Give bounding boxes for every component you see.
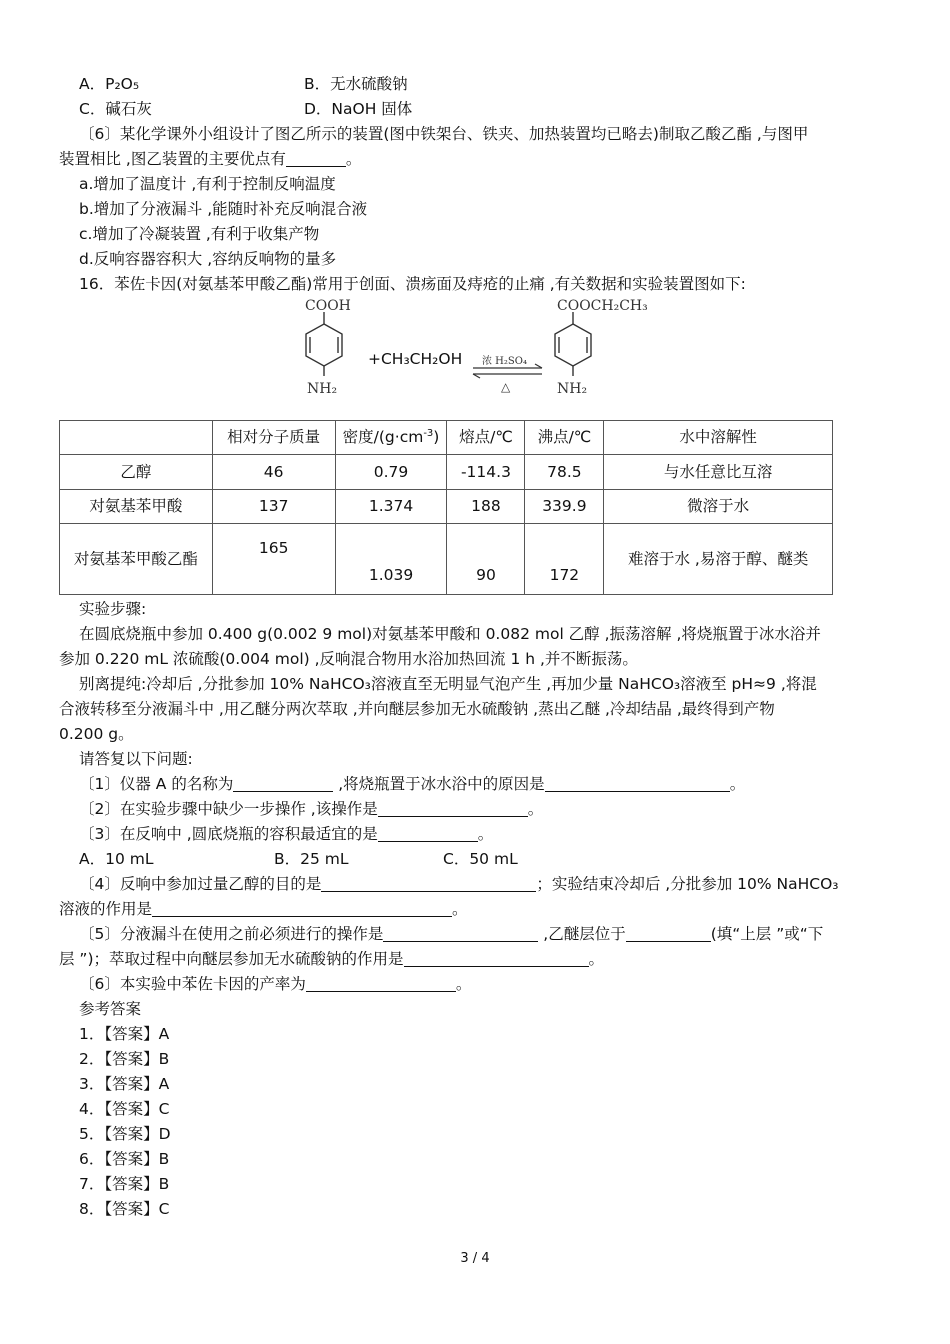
table-cell: 0.79 <box>335 455 447 490</box>
table-cell: 对氨基苯甲酸 <box>60 490 213 524</box>
answer-item: 7．【答案】B <box>79 1175 170 1193</box>
question-6: 〔6〕本实验中苯佐卡因的产率为 。 <box>79 975 472 993</box>
product-benzene-ring <box>555 312 591 376</box>
q6-option-a: a.增加了温度计 ,有利于控制反响温度 <box>79 175 336 193</box>
answers-title: 参考答案 <box>79 1000 142 1018</box>
question-3-option-c: C．50 mL <box>443 850 518 868</box>
steps-paragraph2-line3: 0.200 g。 <box>59 725 134 743</box>
answer-item: 6．【答案】B <box>79 1150 170 1168</box>
table-cell: 165 <box>212 524 335 595</box>
table-cell: 对氨基苯甲酸乙酯 <box>60 524 213 595</box>
answer-blank <box>306 973 456 992</box>
table-row <box>60 455 833 490</box>
table-cell: 172 <box>525 524 604 595</box>
question-3: 〔3〕在反响中 ,圆底烧瓶的容积最适宜的是 。 <box>79 825 494 843</box>
question-5-line2: 层 ”)；萃取过程中向醚层参加无水硫酸钠的作用是 。 <box>59 950 605 968</box>
answer-blank <box>378 798 528 817</box>
option-b: B．无水硫酸钠 <box>304 75 408 93</box>
table-cell: 1.039 <box>335 524 447 595</box>
page-number: 3 / 4 <box>460 1251 490 1266</box>
answer-item: 3．【答案】A <box>79 1075 170 1093</box>
reactant-carboxyl-label: COOH <box>305 298 351 314</box>
reaction-scheme <box>280 292 700 404</box>
q6-option-c: c.增加了冷凝装置 ,有利于收集产物 <box>79 225 320 243</box>
q6-line2: 装置相比 ,图乙装置的主要优点有 。 <box>59 150 362 168</box>
ethanol-reagent: +CH₃CH₂OH <box>368 350 463 368</box>
table-header-cell: 相对分子质量 <box>212 421 335 455</box>
option-c: C．碱石灰 <box>79 100 152 118</box>
table-cell: 78.5 <box>525 455 604 490</box>
table-header-cell: 密度$/(g\cdot cm^{-3})$ <box>335 421 447 455</box>
steps-title: 实验步骤: <box>79 600 147 618</box>
table-cell: 188 <box>447 490 525 524</box>
answer-blank <box>378 823 478 842</box>
answer-blank <box>626 923 711 942</box>
questions-intro: 请答复以下问题: <box>79 750 193 768</box>
properties-table <box>59 420 833 595</box>
table-cell: 90 <box>447 524 525 595</box>
answer-blank <box>286 148 346 167</box>
steps-paragraph1-line2: 参加 0.220 mL 浓硫酸(0.004 mol) ,反响混合物用水浴加热回流 1 h ,并不断振荡。 <box>59 650 638 668</box>
question-4-line1: 〔4〕反响中参加过量乙醇的目的是 ；实验结束冷却后 ,分批参加 10% NaHCO₃ <box>79 875 839 893</box>
answer-item: 4．【答案】C <box>79 1100 170 1118</box>
table-cell: 1.374 <box>335 490 447 524</box>
question-5-line1: 〔5〕分液漏斗在使用之前必须进行的操作是 ,乙醚层位于 (填“上层 ”或“下 <box>79 925 824 943</box>
table-header-cell: 沸点/℃ <box>525 421 604 455</box>
table-row <box>60 524 833 595</box>
question-3-option-a: A．10 mL <box>79 850 154 868</box>
answer-blank <box>152 898 452 917</box>
steps-paragraph1-line1: 在圆底烧瓶中参加 0.400 g(0.002 9 mol)对氨基苯甲酸和 0.082 mol 乙醇 ,振荡溶解 ,将烧瓶置于冰水浴并 <box>79 625 821 643</box>
question-2: 〔2〕在实验步骤中缺少一步操作 ,该操作是 。 <box>79 800 544 818</box>
catalyst-label: 浓 H₂SO₄ <box>482 356 527 367</box>
answer-blank <box>404 948 589 967</box>
answer-item: 5．【答案】D <box>79 1125 171 1143</box>
table-cell: 与水任意比互溶 <box>604 455 833 490</box>
steps-paragraph2-line1: 别离提纯:冷却后 ,分批参加 10% NaHCO₃溶液直至无明显气泡产生 ,再加少量 NaHCO₃溶液至 pH≈9 ,将混 <box>79 675 817 693</box>
reactant-benzene-ring <box>306 312 342 376</box>
answer-blank <box>383 923 538 942</box>
table-cell: 46 <box>212 455 335 490</box>
answer-blank <box>545 773 730 792</box>
q6-option-d: d.反响容器容积大 ,容纳反响物的量多 <box>79 250 337 268</box>
answer-item: 1．【答案】A <box>79 1025 170 1043</box>
table-header-cell <box>60 421 213 455</box>
reactant-amine-label: NH₂ <box>307 381 338 397</box>
product-amine-label: NH₂ <box>557 381 588 397</box>
heat-label: △ <box>501 380 511 394</box>
table-row <box>60 490 833 524</box>
option-a: A．P₂O₅ <box>79 75 140 93</box>
table-cell: -114.3 <box>447 455 525 490</box>
answer-item: 2．【答案】B <box>79 1050 170 1068</box>
table-cell: 339.9 <box>525 490 604 524</box>
product-ester-label: COOCH₂CH₃ <box>557 298 648 314</box>
answer-item: 8．【答案】C <box>79 1200 170 1218</box>
option-d: D．NaOH 固体 <box>304 100 413 118</box>
question-1: 〔1〕仪器 A 的名称为 ,将烧瓶置于冰水浴中的原因是 。 <box>79 775 746 793</box>
question-4-line2: 溶液的作用是 。 <box>59 900 468 918</box>
table-header-cell: 熔点/℃ <box>447 421 525 455</box>
table-cell: 乙醇 <box>60 455 213 490</box>
table-header-cell: 水中溶解性 <box>604 421 833 455</box>
answer-blank <box>233 773 333 792</box>
steps-paragraph2-line2: 合液转移至分液漏斗中 ,用乙醚分两次萃取 ,并向醚层参加无水硫酸钠 ,蒸出乙醚 ,冷却结晶 ,最终得到产物 <box>59 700 775 718</box>
question-3-option-b: B．25 mL <box>274 850 349 868</box>
table-header-row <box>60 421 833 455</box>
q16-intro: 16．苯佐卡因(对氨基苯甲酸乙酯)常用于创面、溃疡面及痔疮的止痛 ,有关数据和实验装置图如下: <box>79 275 746 293</box>
table-cell: 难溶于水 ,易溶于醇、醚类 <box>604 524 833 595</box>
q6-line1: 〔6〕某化学课外小组设计了图乙所示的装置(图中铁架台、铁夹、加热装置均已略去)制取乙酸乙酯 ,与图甲 <box>79 125 809 143</box>
q6-option-b: b.增加了分液漏斗 ,能随时补充反响混合液 <box>79 200 368 218</box>
table-cell: 微溶于水 <box>604 490 833 524</box>
answer-blank <box>321 873 536 892</box>
table-cell: 137 <box>212 490 335 524</box>
